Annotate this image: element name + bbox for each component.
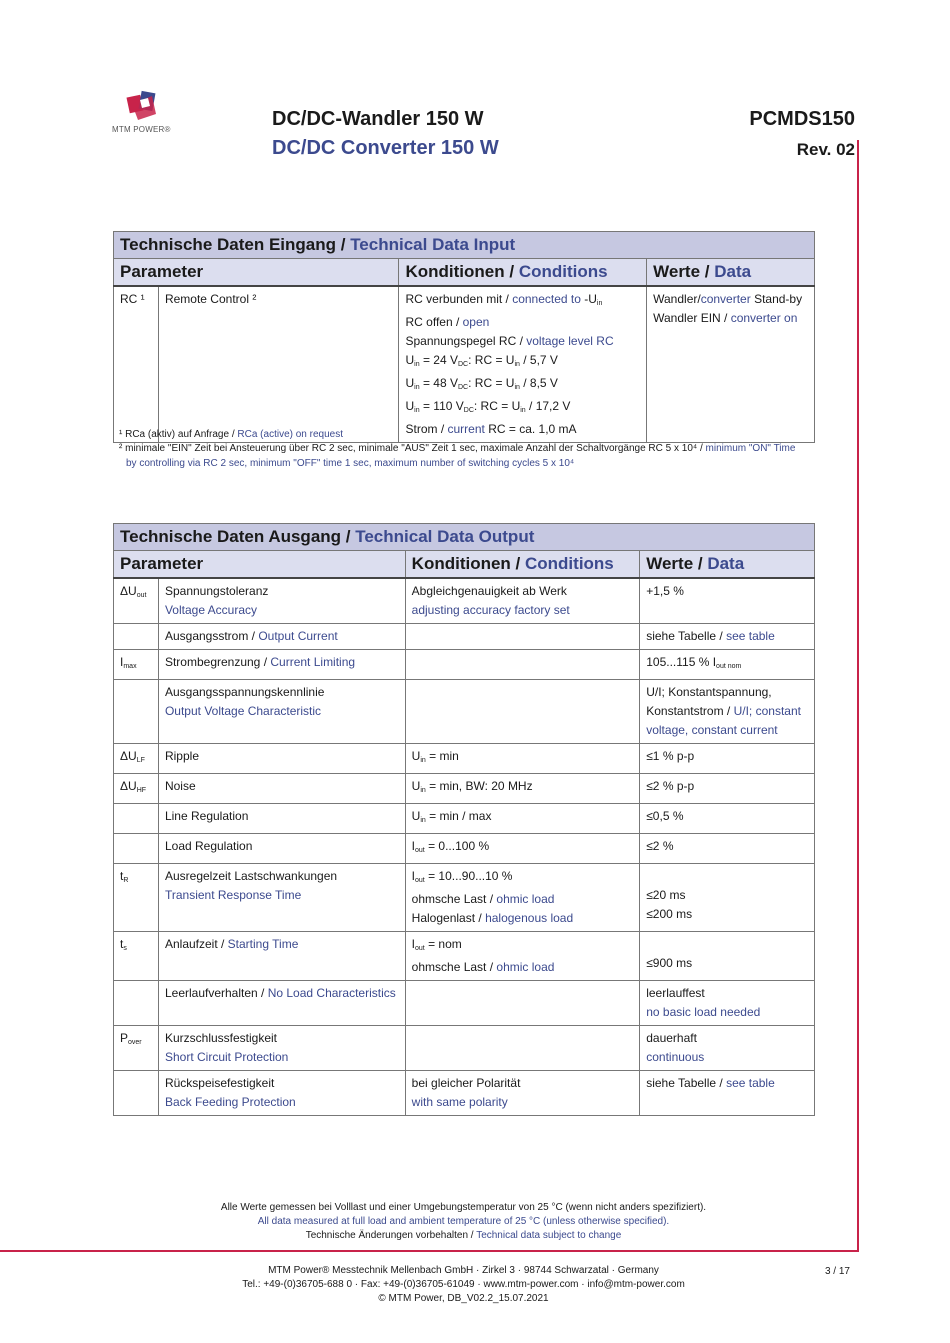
values-cell: ≤2 % p-p	[640, 774, 815, 804]
logo-text: MTM POWER®	[112, 125, 171, 134]
table-title-row	[114, 524, 815, 551]
model-number: PCMDS150	[749, 108, 855, 130]
values-cell: ≤20 ms ≤200 ms	[640, 864, 815, 932]
conditions-cell: $I_{out} = 0...100$ %	[405, 834, 640, 864]
col-values: Werte / Data	[640, 551, 815, 579]
values-cell: dauerhaft continuous	[640, 1026, 815, 1071]
table-row	[114, 804, 815, 834]
values-cell: Wandler/converter Stand-by Wandler EIN / converter on	[647, 286, 815, 443]
conditions-cell: $I_{out}$ = nom ohmsche Last / ohmic load	[405, 932, 640, 981]
footer-note-de: Alle Werte gemessen bei Volllast und einer Umgebungstemperatur von 25 °C (wenn nicht anders spezifiziert).	[220, 1202, 707, 1213]
page-number: 3 / 17	[824, 1266, 850, 1277]
input-table-title: Technische Daten Eingang / Technical Data Input	[114, 232, 815, 259]
output-table-title: Technische Daten Ausgang / Technical Data Output	[114, 524, 815, 551]
values-cell: siehe Tabelle / see table	[640, 624, 815, 650]
company-logo	[112, 90, 194, 136]
table-row	[114, 864, 815, 932]
footnote-1: ¹ RCa (aktiv) auf Anfrage / RCa (active) on request	[119, 429, 343, 440]
company-address: MTM Power® Messtechnik Mellenbach GmbH · Zirkel 3 · 98744 Schwarzatal · Germany	[268, 1265, 659, 1276]
symbol-cell: $P_{over}$	[114, 1026, 159, 1071]
conditions-cell: Abgleichgenauigkeit ab Werk adjusting accuracy factory set	[405, 578, 640, 624]
col-values: Werte / Data	[647, 259, 815, 287]
table-row	[114, 981, 815, 1026]
footer-change-note: Technische Änderungen vorbehalten / Technical data subject to change	[305, 1230, 622, 1241]
parameter-cell: Leerlaufverhalten / No Load Characteristics	[158, 981, 405, 1026]
values-cell: U/I; Konstantspannung, Konstantstrom / U/I; constant voltage, constant current	[640, 680, 815, 744]
parameter-cell: Anlaufzeit / Starting Time	[158, 932, 405, 981]
conditions-cell	[405, 981, 640, 1026]
symbol-cell: $\Delta U_{HF}$	[114, 774, 159, 804]
values-cell: ≤2 %	[640, 834, 815, 864]
symbol-cell: $I_{max}$	[114, 650, 159, 680]
table-row	[114, 286, 815, 443]
symbol-cell	[114, 624, 159, 650]
parameter-cell: Load Regulation	[158, 834, 405, 864]
table-row	[114, 650, 815, 680]
conditions-cell: bei gleicher Polarität with same polarity	[405, 1071, 640, 1116]
symbol-cell: $t_R$	[114, 864, 159, 932]
table-row	[114, 578, 815, 624]
table-row	[114, 1071, 815, 1116]
footnote-2: ² minimale "EIN" Zeit bei Ansteuerung über RC 2 sec, minimale "AUS" Zeit 1 sec, maximale Anzahl der Schaltvorgänge RC 5 x 10⁴ / minimum "ON" Time	[119, 443, 796, 454]
col-conditions: Konditionen / Conditions	[399, 259, 647, 287]
mtm-logo-icon	[126, 90, 166, 124]
parameter-cell: Ripple	[158, 744, 405, 774]
parameter-cell: Ausregelzeit Lastschwankungen Transient Response Time	[158, 864, 405, 932]
conditions-cell: $U_{in} = \min / \max$	[405, 804, 640, 834]
col-parameter: Parameter	[114, 551, 406, 579]
parameter-cell: Noise	[158, 774, 405, 804]
values-cell: ≤1 % p-p	[640, 744, 815, 774]
table-row	[114, 680, 815, 744]
parameter-cell: Spannungstoleranz Voltage Accuracy	[158, 578, 405, 624]
conditions-cell	[405, 680, 640, 744]
table-header-row	[114, 551, 815, 579]
table-row	[114, 834, 815, 864]
copyright: © MTM Power, DB_V02.2_15.07.2021	[378, 1293, 549, 1304]
symbol-cell: RC ¹	[114, 286, 159, 443]
symbol-cell	[114, 981, 159, 1026]
table-title-row	[114, 232, 815, 259]
parameter-cell: Strombegrenzung / Current Limiting	[158, 650, 405, 680]
values-cell: leerlauffest no basic load needed	[640, 981, 815, 1026]
conditions-cell: $I_{out} = 10...90...10$ % ohmsche Last / ohmic load Halogenlast / halogenous load	[405, 864, 640, 932]
conditions-cell: RC verbunden mit / connected to $-U_{in}$ RC offen / open Spannungspegel RC / voltage level RC $U_{in} = 24$ $V_{DC}$: RC = $U_{in} / 5,7$ V $U_{in} = 48$ $V_{DC}$: RC = $U_{in} / 8,5$ V $U_{in} = 110$ $V_{DC}$: RC = $U_{in} / 17,2$ V Strom / current RC = ca. 1,0 mA	[399, 286, 647, 443]
page-border-bottom	[0, 1250, 859, 1252]
output-spec-table	[113, 523, 815, 1116]
table-header-row	[114, 259, 815, 287]
values-cell: 105...115 % $I_{out nom}$	[640, 650, 815, 680]
table-row	[114, 932, 815, 981]
parameter-cell: Kurzschlussfestigkeit Short Circuit Protection	[158, 1026, 405, 1071]
input-spec-table	[113, 231, 815, 443]
doc-title-en: DC/DC Converter 150 W	[272, 137, 499, 159]
symbol-cell: $\Delta U_{LF}$	[114, 744, 159, 774]
values-cell: ≤0,5 %	[640, 804, 815, 834]
parameter-cell: Ausgangsspannungskennlinie Output Voltage Characteristic	[158, 680, 405, 744]
values-cell: +1,5 %	[640, 578, 815, 624]
table-row	[114, 774, 815, 804]
table-row	[114, 1026, 815, 1071]
conditions-cell	[405, 650, 640, 680]
table-row	[114, 624, 815, 650]
conditions-cell	[405, 1026, 640, 1071]
parameter-cell: Remote Control ²	[158, 286, 399, 443]
values-cell: siehe Tabelle / see table	[640, 1071, 815, 1116]
symbol-cell	[114, 834, 159, 864]
footer-note-en: All data measured at full load and ambient temperature of 25 °C (unless otherwise specified).	[257, 1216, 670, 1227]
footnote-2-cont: by controlling via RC 2 sec, minimum "OFF" time 1 sec, maximum number of switching cycles 5 x 10⁴	[126, 458, 575, 469]
symbol-cell	[114, 1071, 159, 1116]
table-row	[114, 744, 815, 774]
parameter-cell: Rückspeisefestigkeit Back Feeding Protection	[158, 1071, 405, 1116]
conditions-cell	[405, 624, 640, 650]
values-cell: ≤900 ms	[640, 932, 815, 981]
symbol-cell	[114, 804, 159, 834]
col-parameter: Parameter	[114, 259, 399, 287]
conditions-cell: $U_{in} = \min$	[405, 744, 640, 774]
symbol-cell: $\Delta U_{out}$	[114, 578, 159, 624]
symbol-cell: $t_s$	[114, 932, 159, 981]
col-conditions: Konditionen / Conditions	[405, 551, 640, 579]
revision: Rev. 02	[796, 140, 855, 159]
conditions-cell: $U_{in} = \min$, BW: 20 MHz	[405, 774, 640, 804]
company-contact: Tel.: +49-(0)36705-688 0 · Fax: +49-(0)36705-61049 · www.mtm-power.com · info@mtm-power.com	[242, 1279, 685, 1290]
parameter-cell: Line Regulation	[158, 804, 405, 834]
symbol-cell	[114, 680, 159, 744]
doc-title-de: DC/DC-Wandler 150 W	[272, 108, 484, 130]
parameter-cell: Ausgangsstrom / Output Current	[158, 624, 405, 650]
page-border-right	[857, 140, 859, 1251]
